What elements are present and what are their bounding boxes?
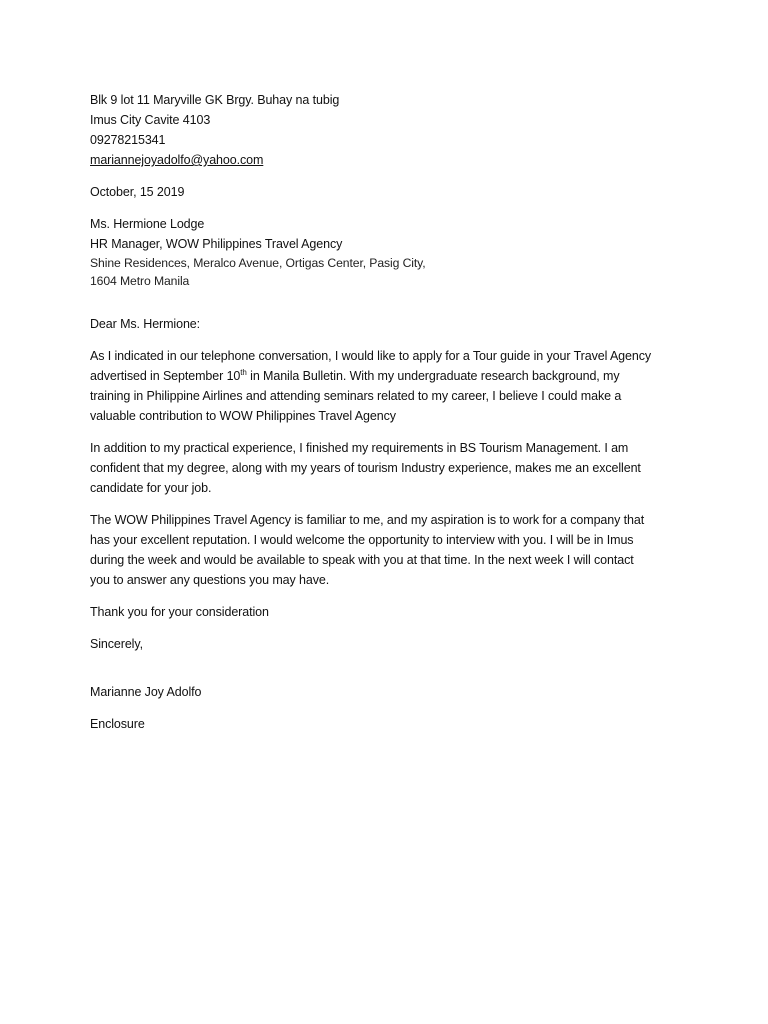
paragraph-2-line-1: In addition to my practical experience, I finished my requirements in BS Tourism Management. I am	[90, 441, 629, 455]
sender-email-link[interactable]: mariannejoyadolfo@yahoo.com	[90, 153, 264, 167]
letter-body	[90, 90, 690, 734]
paragraph-1-line-2-post: in Manila Bulletin. With my undergraduate research background, my	[246, 369, 620, 383]
paragraph-3-line-3: during the week and would be available to speak with you at that time. In the next week I will contact	[90, 553, 634, 567]
closing-block	[90, 634, 690, 654]
closing-line: Sincerely,	[90, 637, 143, 651]
recipient-address-line2: 1604 Metro Manila	[90, 274, 190, 288]
date-block	[90, 182, 690, 202]
paragraph-3	[90, 510, 690, 590]
ordinal-suffix: th	[240, 367, 247, 377]
paragraph-1-line-4: valuable contribution to WOW Philippines Travel Agency	[90, 409, 396, 423]
enclosure-line: Enclosure	[90, 717, 145, 731]
thanks-line: Thank you for your consideration	[90, 605, 269, 619]
sender-address-line1: Blk 9 lot 11 Maryville GK Brgy. Buhay na tubig	[90, 93, 340, 107]
paragraph-3-line-1: The WOW Philippines Travel Agency is familiar to me, and my aspiration is to work for a company that	[90, 513, 645, 527]
recipient-block	[90, 214, 690, 290]
sender-block	[90, 90, 690, 170]
paragraph-1-line-2-pre: advertised in September 10	[90, 369, 241, 383]
paragraph-1	[90, 346, 690, 426]
enclosure-block	[90, 714, 690, 734]
recipient-title: HR Manager, WOW Philippines Travel Agency	[90, 237, 343, 251]
paragraph-1-line-3: training in Philippine Airlines and attending seminars related to my career, I believe I could make a	[90, 389, 622, 403]
paragraph-2	[90, 438, 690, 498]
paragraph-1-line-1: As I indicated in our telephone conversation, I would like to apply for a Tour guide in your Travel Agency	[90, 349, 652, 363]
paragraph-3-line-2: has your excellent reputation. I would welcome the opportunity to interview with you. I will be in Imus	[90, 533, 634, 547]
paragraph-1-line-2	[90, 366, 690, 386]
paragraph-2-line-2: confident that my degree, along with my years of tourism Industry experience, makes me an excellent	[90, 461, 641, 475]
paragraph-3-line-4: you to answer any questions you may have.	[90, 573, 330, 587]
signature-name: Marianne Joy Adolfo	[90, 685, 202, 699]
recipient-address-line1: Shine Residences, Meralco Avenue, Ortigas Center, Pasig City,	[90, 256, 426, 270]
sender-address-line2: Imus City Cavite 4103	[90, 113, 211, 127]
salutation: Dear Ms. Hermione:	[90, 317, 201, 331]
recipient-name: Ms. Hermione Lodge	[90, 217, 205, 231]
thanks-block	[90, 602, 690, 622]
letter-date: October, 15 2019	[90, 185, 185, 199]
salutation-block	[90, 314, 690, 334]
paragraph-2-line-3: candidate for your job.	[90, 481, 212, 495]
sender-phone: 09278215341	[90, 133, 166, 147]
signature-block	[90, 682, 690, 702]
